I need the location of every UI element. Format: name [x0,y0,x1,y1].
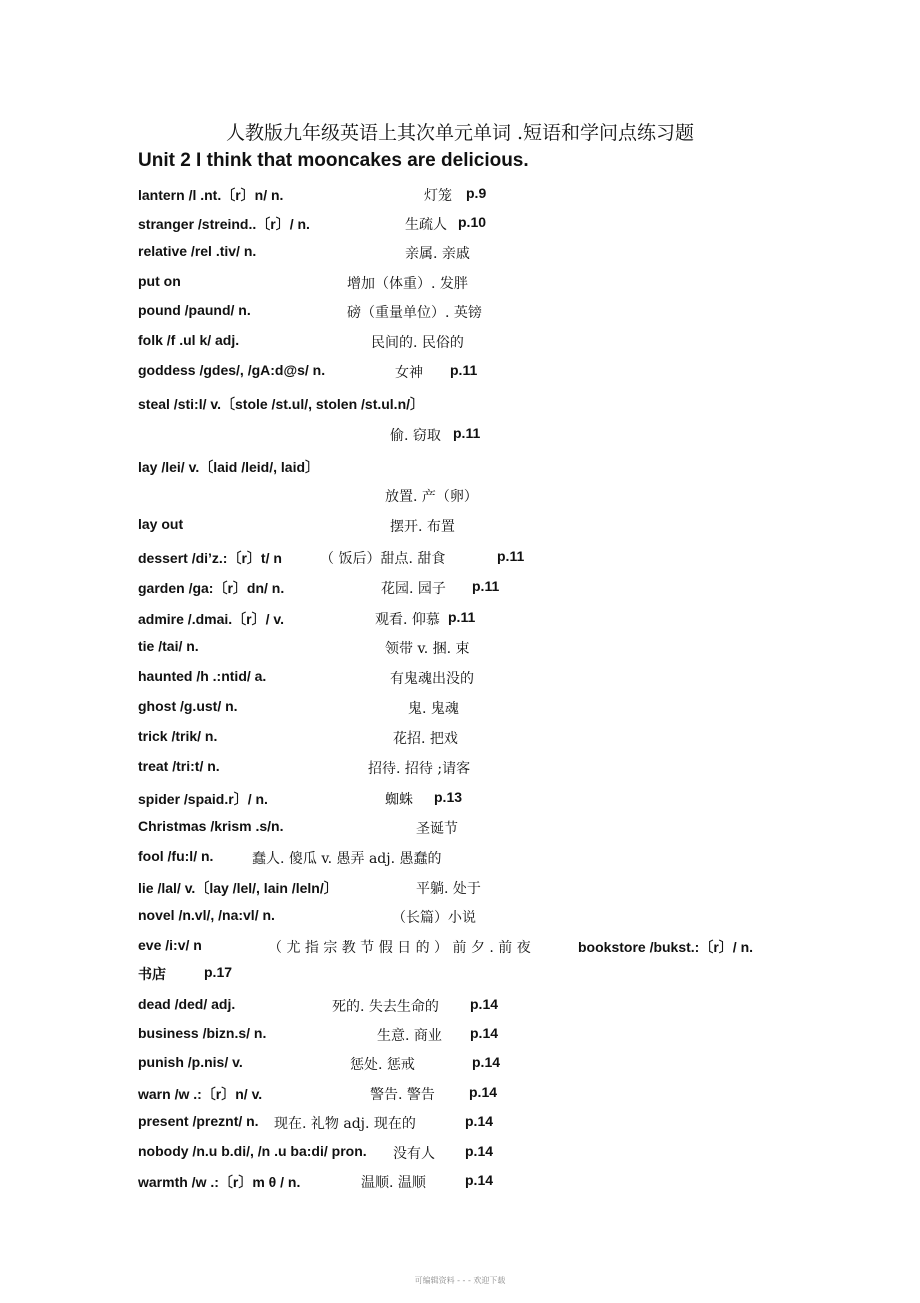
entry-word: tie /tai/ n. [138,638,199,654]
vocab-entry [0,394,920,414]
entry-page-ref: p.14 [470,1025,499,1041]
entry-word: ghost /g.ust/ n. [138,698,238,714]
entry-word: 书店 [138,967,166,983]
entry-meaning: 花园. 园子 [381,581,446,597]
vocab-entry [0,818,920,838]
entry-meaning: 生意. 商业 [377,1028,442,1044]
entry-meaning: 增加（体重）. 发胖 [347,276,468,292]
vocab-entry [0,668,920,688]
entry-page-ref: p.11 [450,362,478,378]
document-title: 人教版九年级英语上其次单元单词 .短语和学问点练习题 [225,122,695,144]
vocab-entry [0,457,920,477]
entry-meaning: （ 饭后）甜点. 甜食 [320,551,446,567]
entry-page-ref: p.13 [434,789,463,805]
entry-word: lie /lal/ v.〔lay /lel/, lain /leln/〕 [138,880,338,896]
entry-word: admire /.dmai.〔r〕/ v. [138,611,285,627]
vocab-entry [0,996,920,1016]
entry-word: stranger /streind..〔r〕/ n. [138,216,310,232]
vocab-entry [0,1084,920,1104]
entry-meaning: 鬼. 鬼魂 [408,701,459,717]
entry-meaning: 招待. 招待 ;请客 [368,761,471,777]
entry-meaning: 亲属. 亲戚 [405,246,470,262]
entry-meaning: 花招. 把戏 [393,731,458,747]
vocab-entry [0,609,920,629]
entry-word: business /bizn.s/ n. [138,1025,267,1041]
vocab-entry [0,243,920,263]
page-footer: 可编辑资料 - - - 欢迎下载 [414,1276,506,1285]
vocab-entry [0,1113,920,1133]
vocab-entry [0,486,920,506]
entry-word: warn /w .:〔r〕n/ v. [138,1086,263,1102]
entry-word: lay /lei/ v.〔laid /leid/, laid〕 [138,459,320,475]
vocab-entry [0,548,920,568]
vocab-entry [0,516,920,536]
unit-heading: Unit 2 I think that mooncakes are delicious. [138,150,529,171]
vocab-entry [0,758,920,778]
entry-page-ref: p.17 [204,964,233,980]
entry-word: spider /spaid.r〕/ n. [138,791,268,807]
entry-meaning: 民间的. 民俗的 [371,335,464,351]
entry-word: put on [138,273,181,289]
vocab-entry [0,332,920,352]
vocab-entry [0,907,920,927]
entry-word: lay out [138,516,184,532]
vocab-entry [0,1054,920,1074]
vocab-entry [0,848,920,868]
vocab-entry [0,362,920,382]
entry-word: haunted /h .:ntid/ a. [138,668,267,684]
entry-meaning: 偷. 窃取 [390,428,441,444]
vocab-entry [0,1025,920,1045]
entry-page-ref: p.14 [472,1054,501,1070]
entry-meaning: 放置. 产（卵） [385,489,478,505]
entry-meaning: 警告. 警告 [370,1087,435,1103]
vocab-entry [0,214,920,234]
entry-word: fool /fu:l/ n. [138,848,214,864]
entry-meaning: 没有人 [393,1146,435,1162]
entry-page-ref: p.11 [472,578,500,594]
entry-word: novel /n.vl/, /na:vl/ n. [138,907,275,923]
entry-word: dessert /di’z.:〔r〕t/ n [138,550,282,566]
entry-meaning: 有鬼魂出没的 [390,671,474,687]
entry-page-ref: p.10 [458,214,487,230]
entry-meaning: 蜘蛛 [385,792,413,808]
entry-meaning: 女神 [395,365,423,381]
vocab-entry [0,937,920,957]
entry-meaning: 蠢人. 傻瓜 v. 愚弄 adj. 愚蠢的 [252,851,442,867]
entry-word: treat /tri:t/ n. [138,758,220,774]
entry-word: goddess /gdes/, /gA:d@s/ n. [138,362,326,378]
vocab-entry [0,185,920,205]
entry-word: lantern /l .nt.〔r〕n/ n. [138,187,284,203]
entry-extra-word: bookstore /bukst.:〔r〕/ n. [578,939,754,955]
entry-meaning: 生疏人 [405,217,447,233]
entry-meaning: 灯笼 [424,188,452,204]
vocab-entry [0,789,920,809]
entry-word: nobody /n.u b.di/, /n .u ba:di/ pron. [138,1143,367,1159]
entry-page-ref: p.11 [448,609,476,625]
entry-page-ref: p.11 [453,425,481,441]
entry-word: warmth /w .:〔r〕m θ / n. [138,1174,301,1190]
entry-meaning: （长篇）小说 [392,910,476,926]
vocab-entry [0,302,920,322]
entry-page-ref: p.14 [465,1113,494,1129]
entry-meaning: 现在. 礼物 adj. 现在的 [274,1116,416,1132]
entry-word: punish /p.nis/ v. [138,1054,243,1070]
entry-word: eve /i:v/ n [138,937,202,953]
entry-meaning: 死的. 失去生命的 [332,999,439,1015]
vocab-entry [0,273,920,293]
entry-word: steal /sti:l/ v.〔stole /st.ul/, stolen /st.ul.n/〕 [138,396,425,412]
entry-meaning: 摆开. 布置 [390,519,455,535]
entry-word: relative /rel .tiv/ n. [138,243,257,259]
entry-page-ref: p.11 [497,548,525,564]
entry-page-ref: p.14 [465,1143,494,1159]
entry-word: folk /f .ul k/ adj. [138,332,240,348]
vocab-entry [0,425,920,445]
entry-page-ref: p.14 [465,1172,494,1188]
entry-word: present /preznt/ n. [138,1113,259,1129]
vocab-entry [0,1143,920,1163]
vocab-entry [0,964,920,984]
entry-meaning: 磅（重量单位）. 英镑 [347,305,482,321]
entry-page-ref: p.9 [466,185,487,201]
entry-word: Christmas /krism .s/n. [138,818,284,834]
entry-word: garden /ga:〔r〕dn/ n. [138,580,285,596]
vocab-entry [0,878,920,898]
entry-meaning: 圣诞节 [416,821,458,837]
entry-page-ref: p.14 [469,1084,498,1100]
entry-meaning: 温顺. 温顺 [361,1175,426,1191]
entry-meaning: 平躺. 处于 [416,881,481,897]
vocab-entry [0,638,920,658]
entry-meaning: 观看. 仰慕 [375,612,440,628]
entry-meaning: 领带 v. 捆. 束 [385,641,470,657]
entry-word: trick /trik/ n. [138,728,218,744]
entry-meaning: 惩处. 惩戒 [350,1057,415,1073]
entry-word: pound /paund/ n. [138,302,251,318]
entry-word: dead /ded/ adj. [138,996,236,1012]
vocab-entry [0,578,920,598]
entry-meaning: （ 尤 指 宗 教 节 假 日 的 ） 前 夕 . 前 夜 [268,940,531,956]
vocab-entry [0,728,920,748]
vocab-entry [0,1172,920,1192]
vocab-entry [0,698,920,718]
entry-page-ref: p.14 [470,996,499,1012]
